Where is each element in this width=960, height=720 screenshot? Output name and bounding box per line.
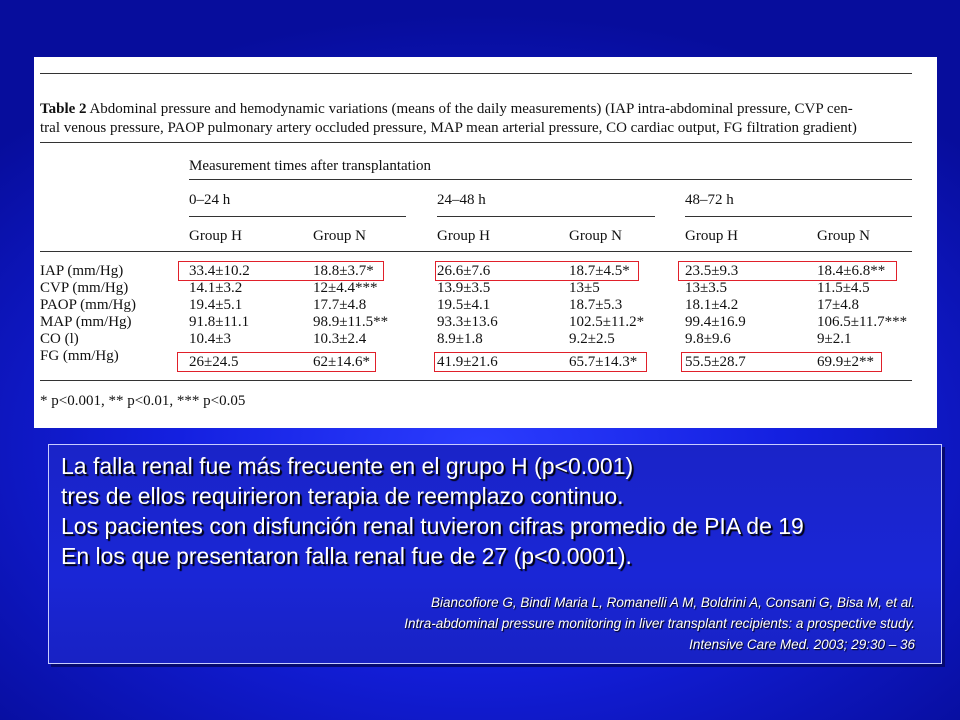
table-caption-line2: tral venous pressure, PAOP pulmonary artery occluded pressure, MAP mean arterial pressure, CO cardiac output, FG filtration gradient)	[40, 119, 857, 136]
table-cell: 11.5±4.5	[817, 280, 870, 296]
table-cell: 18.8±3.7*	[313, 263, 374, 279]
table-cell: 17.7±4.8	[313, 297, 367, 313]
header-rule	[40, 251, 912, 252]
caption-rule	[40, 142, 912, 143]
table-cell: 26.6±7.6	[437, 263, 491, 279]
group-header: Group N	[569, 228, 622, 244]
table-cell: 65.7±14.3*	[569, 354, 638, 370]
table-footnote: * p<0.001, ** p<0.01, *** p<0.05	[40, 393, 246, 409]
row-label: CVP (mm/Hg)	[40, 280, 129, 296]
table-cell: 99.4±16.9	[685, 314, 746, 330]
table-cell: 18.7±5.3	[569, 297, 623, 313]
table-top-rule	[40, 73, 912, 74]
row-label: PAOP (mm/Hg)	[40, 297, 136, 313]
group-header: Group H	[189, 228, 242, 244]
highlight-box-fg-24-48	[434, 352, 647, 372]
table-cell: 26±24.5	[189, 354, 239, 370]
table-cell: 9.8±9.6	[685, 331, 731, 347]
row-label: FG (mm/Hg)	[40, 348, 119, 364]
group-header: Group N	[313, 228, 366, 244]
table-cell: 23.5±9.3	[685, 263, 739, 279]
table-cell: 55.5±28.7	[685, 354, 746, 370]
summary-line-2: tres de ellos requirieron terapia de reemplazo continuo.	[61, 483, 624, 509]
table-cell: 18.7±4.5*	[569, 263, 630, 279]
highlight-box-fg-0-24	[177, 352, 376, 372]
table-cell: 13±5	[569, 280, 600, 296]
period-48-72: 48–72 h	[685, 192, 734, 208]
table-caption-label: Table 2	[40, 101, 87, 117]
summary-line-1: La falla renal fue más frecuente en el grupo H (p<0.001)	[61, 453, 634, 479]
table-cell: 93.3±13.6	[437, 314, 498, 330]
group-header: Group N	[817, 228, 870, 244]
summary-line-3: Los pacientes con disfunción renal tuvieron cifras promedio de PIA de 19	[61, 513, 804, 539]
table-cell: 91.8±11.1	[189, 314, 250, 330]
highlight-box-iap-48-72	[678, 261, 897, 281]
table-cell: 17±4.8	[817, 297, 859, 313]
reference-authors: Biancofiore G, Bindi Maria L, Romanelli A M, Boldrini A, Consani G, Bisa M, et al.	[431, 595, 915, 610]
table-cell: 10.3±2.4	[313, 331, 367, 347]
table-cell: 41.9±21.6	[437, 354, 498, 370]
reference-title: Intra-abdominal pressure monitoring in liver transplant recipients: a prospective study.	[404, 616, 915, 631]
row-label: CO (l)	[40, 331, 79, 347]
table-cell: 69.9±2**	[817, 354, 874, 370]
table-cell: 19.4±5.1	[189, 297, 243, 313]
table-image	[34, 57, 937, 428]
table-cell: 18.1±4.2	[685, 297, 739, 313]
period-rule-3	[685, 216, 912, 217]
group-header: Group H	[685, 228, 738, 244]
table-bottom-rule	[40, 380, 912, 381]
table-caption-line1: Abdominal pressure and hemodynamic variations (means of the daily measurements) (IAP intra-abdominal pressure, CVP cen-	[86, 101, 853, 117]
table-cell: 18.4±6.8**	[817, 263, 886, 279]
table-cell: 13±3.5	[685, 280, 727, 296]
table-cell: 19.5±4.1	[437, 297, 491, 313]
highlight-box-iap-24-48	[435, 261, 639, 281]
table-cell: 9.2±2.5	[569, 331, 615, 347]
reference-journal: Intensive Care Med. 2003; 29:30 – 36	[689, 637, 915, 652]
table-cell: 14.1±3.2	[189, 280, 243, 296]
group-header: Group H	[437, 228, 490, 244]
table-cell: 12±4.4***	[313, 280, 378, 296]
measurement-rule	[189, 179, 912, 180]
period-0-24: 0–24 h	[189, 192, 231, 208]
table-caption	[40, 100, 930, 137]
table-cell: 106.5±11.7***	[817, 314, 908, 330]
row-label: IAP (mm/Hg)	[40, 263, 124, 279]
period-rule-1	[189, 216, 406, 217]
table-cell: 8.9±1.8	[437, 331, 483, 347]
summary-box	[48, 444, 942, 664]
period-24-48: 24–48 h	[437, 192, 486, 208]
table-cell: 10.4±3	[189, 331, 231, 347]
table-cell: 13.9±3.5	[437, 280, 491, 296]
highlight-box-iap-0-24	[178, 261, 384, 281]
row-label: MAP (mm/Hg)	[40, 314, 132, 330]
highlight-box-fg-48-72	[681, 352, 882, 372]
table-cell: 62±14.6*	[313, 354, 370, 370]
table-cell: 33.4±10.2	[189, 263, 250, 279]
measurement-header: Measurement times after transplantation	[189, 158, 431, 174]
period-rule-2	[437, 216, 655, 217]
summary-line-4: En los que presentaron falla renal fue de 27 (p<0.0001).	[61, 543, 632, 569]
table-cell: 102.5±11.2*	[569, 314, 645, 330]
table-cell: 9±2.1	[817, 331, 852, 347]
table-cell: 98.9±11.5**	[313, 314, 389, 330]
